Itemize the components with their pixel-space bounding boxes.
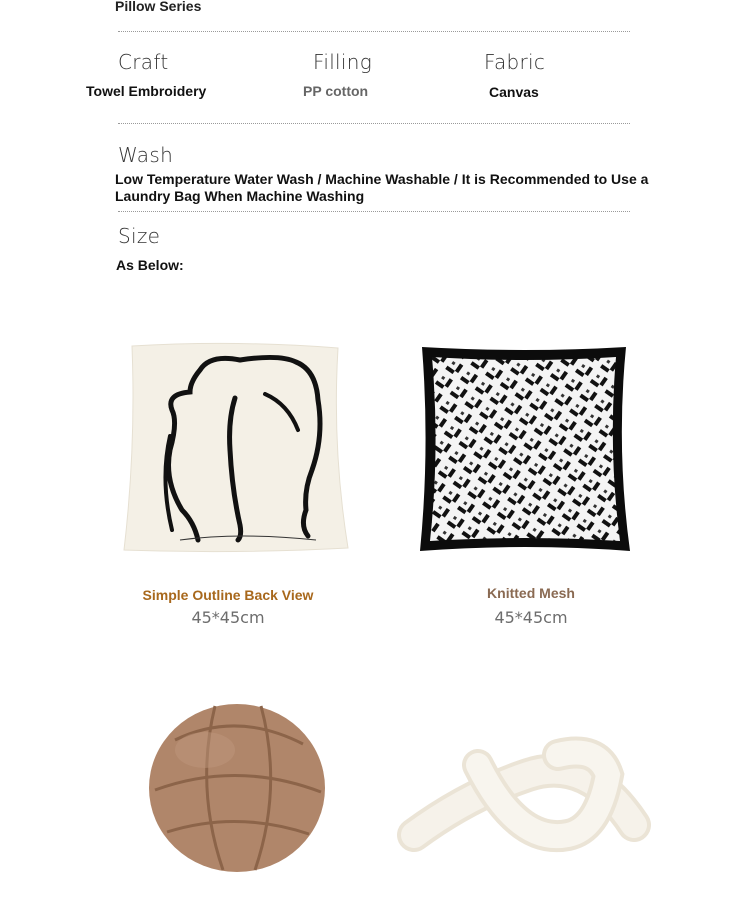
outline-back-pillow-icon [120,340,350,555]
product-size: 45*45cm [191,608,265,627]
divider-top [118,31,630,32]
knitted-mesh-pillow-icon [418,345,632,553]
knot-pillow-cream-icon [408,735,640,867]
size-label: Size [118,224,161,248]
pillow-series-title: Pillow Series [115,0,202,14]
product-name: Simple Outline Back View [142,587,314,603]
fabric-value: Canvas [489,84,539,100]
knot-ball-pillow-brown-icon [145,700,330,875]
wash-instructions: Low Temperature Water Wash / Machine Washable / It is Recommended to Use a Laundry Bag When Machine Washing [115,171,649,204]
fabric-label: Fabric [484,50,546,74]
product-size: 45*45cm [494,608,568,627]
divider-mid [118,123,630,124]
filling-label: Filling [313,50,373,74]
wash-label: Wash [118,143,174,167]
divider-wash [118,211,630,212]
product-name: Knitted Mesh [487,585,575,601]
filling-value: PP cotton [303,83,369,99]
craft-label: Craft [118,50,169,74]
craft-value: Towel Embroidery [86,83,207,99]
size-value: As Below: [116,257,184,273]
